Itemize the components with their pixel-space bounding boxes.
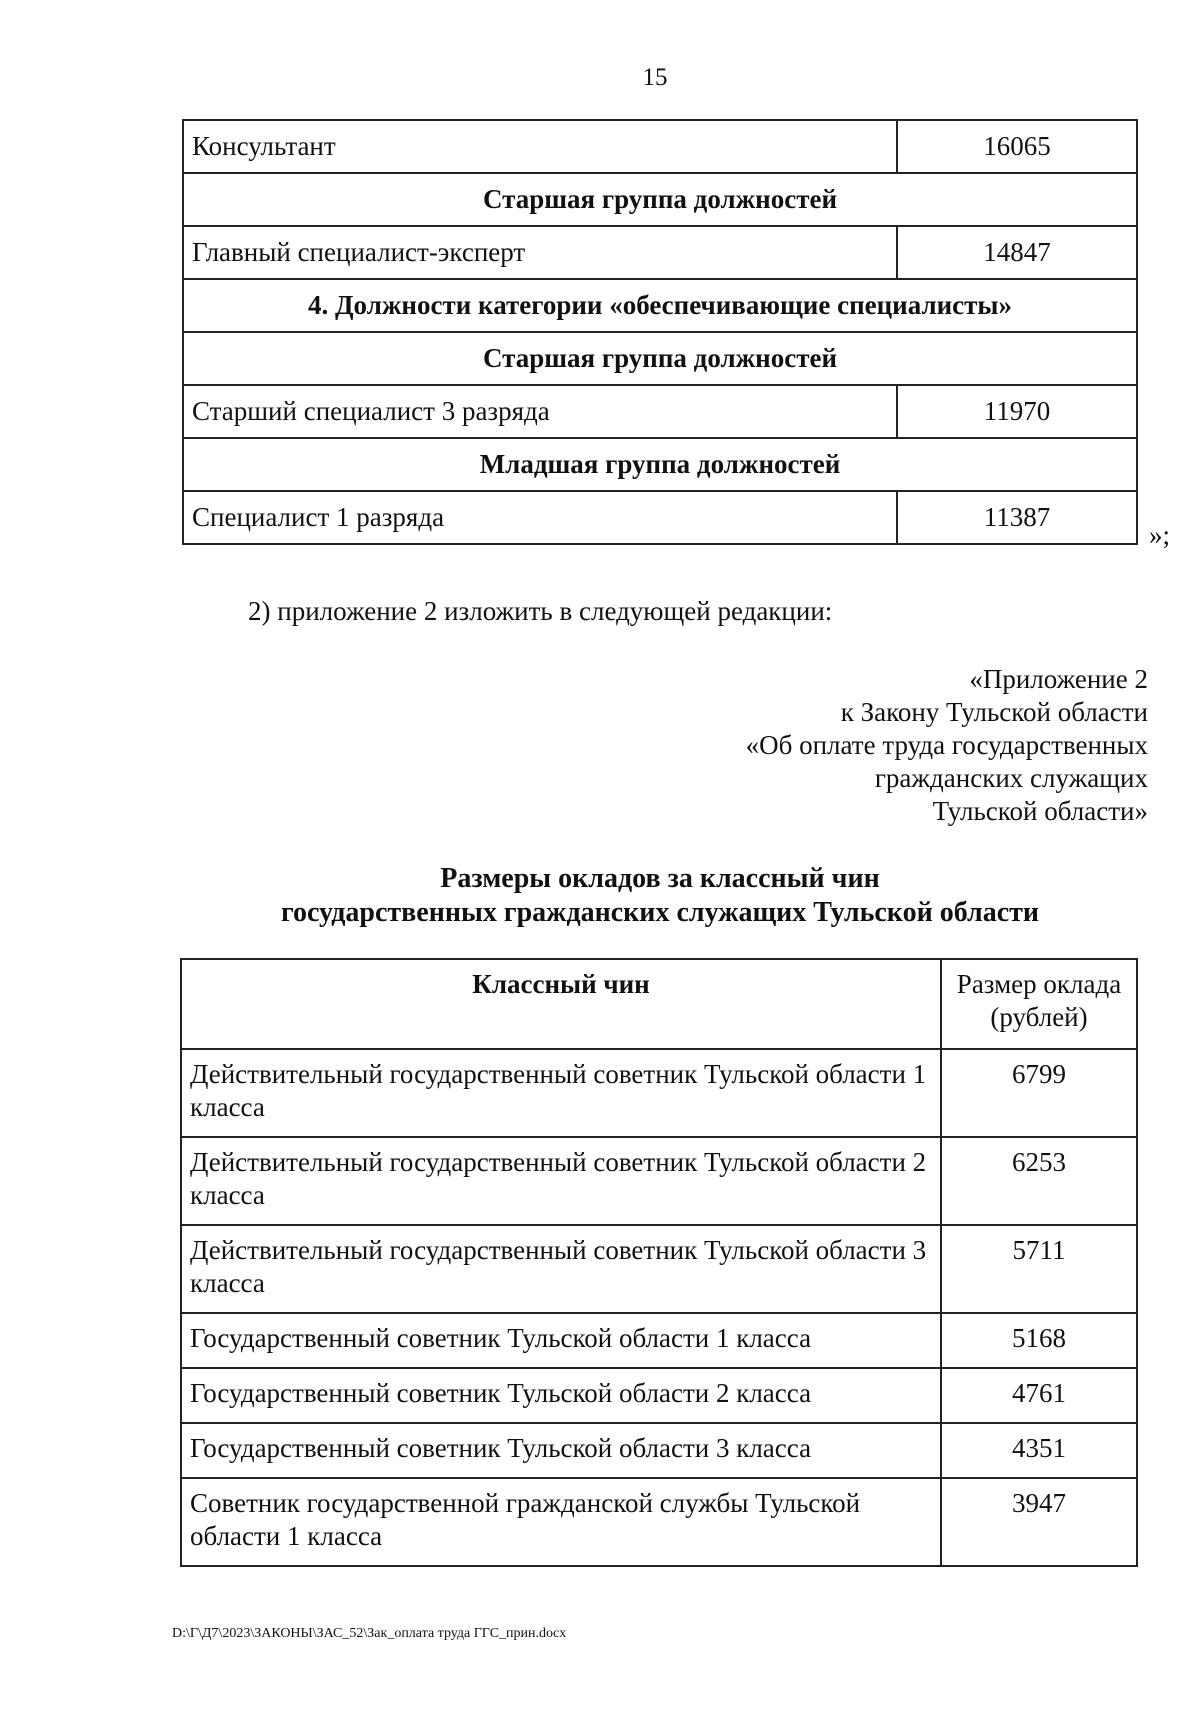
footer-file-path: D:\Г\Д7\2023\ЗАКОНЫ\ЗАС_52\Зак_оплата труда ГГС_прин.docx — [172, 1626, 567, 1641]
salary-cell: 4761 — [941, 1368, 1137, 1423]
class-rank-cell: Государственный советник Тульской области 1 класса — [181, 1313, 941, 1368]
position-title: Консультант — [183, 120, 897, 173]
table-row — [183, 491, 1137, 544]
salary-cell: 6253 — [941, 1137, 1137, 1225]
salary-cell: 5711 — [941, 1225, 1137, 1313]
table-row — [181, 1137, 1137, 1225]
document-title-line: государственных гражданских служащих Тульской области — [280, 897, 1040, 928]
position-salary-table-body — [183, 120, 1137, 544]
salary-column-header: Размер оклада (рублей) — [941, 959, 1137, 1049]
position-title: Старший специалист 3 разряда — [183, 385, 897, 438]
amendment-item: 2) приложение 2 изложить в следующей редакции: — [248, 596, 833, 626]
appendix-header-line: к Закону Тульской области — [840, 697, 1148, 727]
position-title: Специалист 1 разряда — [183, 491, 897, 544]
position-category-heading: 4. Должности категории «обеспечивающие специалисты» — [183, 279, 1137, 332]
class-rank-cell: Действительный государственный советник Тульской области 1 класса — [181, 1049, 941, 1137]
table-row — [183, 279, 1137, 332]
class-rank-cell: Государственный советник Тульской области 3 класса — [181, 1423, 941, 1478]
table-row — [181, 1478, 1137, 1566]
document-title-line: Размеры окладов за классный чин — [440, 863, 880, 894]
table-row — [183, 332, 1137, 385]
table-row — [181, 1423, 1137, 1478]
class-rank-cell: Государственный советник Тульской области 2 класса — [181, 1368, 941, 1423]
salary-cell: 3947 — [941, 1478, 1137, 1566]
position-title: Главный специалист-эксперт — [183, 226, 897, 279]
class-rank-cell: Советник государственной гражданской службы Тульской области 1 класса — [181, 1478, 941, 1566]
document-title — [182, 862, 1138, 930]
position-salary: 14847 — [897, 226, 1137, 279]
class-rank-salary-table-body — [181, 959, 1137, 1566]
position-group-heading: Старшая группа должностей — [183, 332, 1137, 385]
appendix-header-line: гражданских служащих — [874, 763, 1148, 793]
closing-quote-mark: »; — [1149, 520, 1171, 550]
page-number: 15 — [642, 64, 668, 91]
salary-cell: 4351 — [941, 1423, 1137, 1478]
position-salary: 11970 — [897, 385, 1137, 438]
table-row — [183, 173, 1137, 226]
table-header-row — [181, 959, 1137, 1049]
table-row — [183, 385, 1137, 438]
class-rank-cell: Действительный государственный советник Тульской области 3 класса — [181, 1225, 941, 1313]
salary-cell: 6799 — [941, 1049, 1137, 1137]
table-row — [181, 1049, 1137, 1137]
salary-cell: 5168 — [941, 1313, 1137, 1368]
position-salary: 16065 — [897, 120, 1137, 173]
class-rank-cell: Действительный государственный советник Тульской области 2 класса — [181, 1137, 941, 1225]
appendix-header-line: «Приложение 2 — [969, 664, 1148, 694]
position-group-heading: Младшая группа должностей — [183, 438, 1137, 491]
appendix-header — [746, 663, 1148, 828]
position-salary: 11387 — [897, 491, 1137, 544]
table-row — [183, 438, 1137, 491]
class-rank-salary-table — [180, 958, 1138, 1567]
table-row — [181, 1313, 1137, 1368]
table-row — [183, 120, 1137, 173]
table-row — [181, 1225, 1137, 1313]
position-group-heading: Старшая группа должностей — [183, 173, 1137, 226]
table-row — [183, 226, 1137, 279]
table-row — [181, 1368, 1137, 1423]
class-rank-column-header: Классный чин — [181, 959, 941, 1049]
position-salary-table — [182, 119, 1138, 545]
appendix-header-line: «Об оплате труда государственных — [745, 730, 1148, 760]
appendix-header-line: Тульской области» — [932, 796, 1148, 826]
